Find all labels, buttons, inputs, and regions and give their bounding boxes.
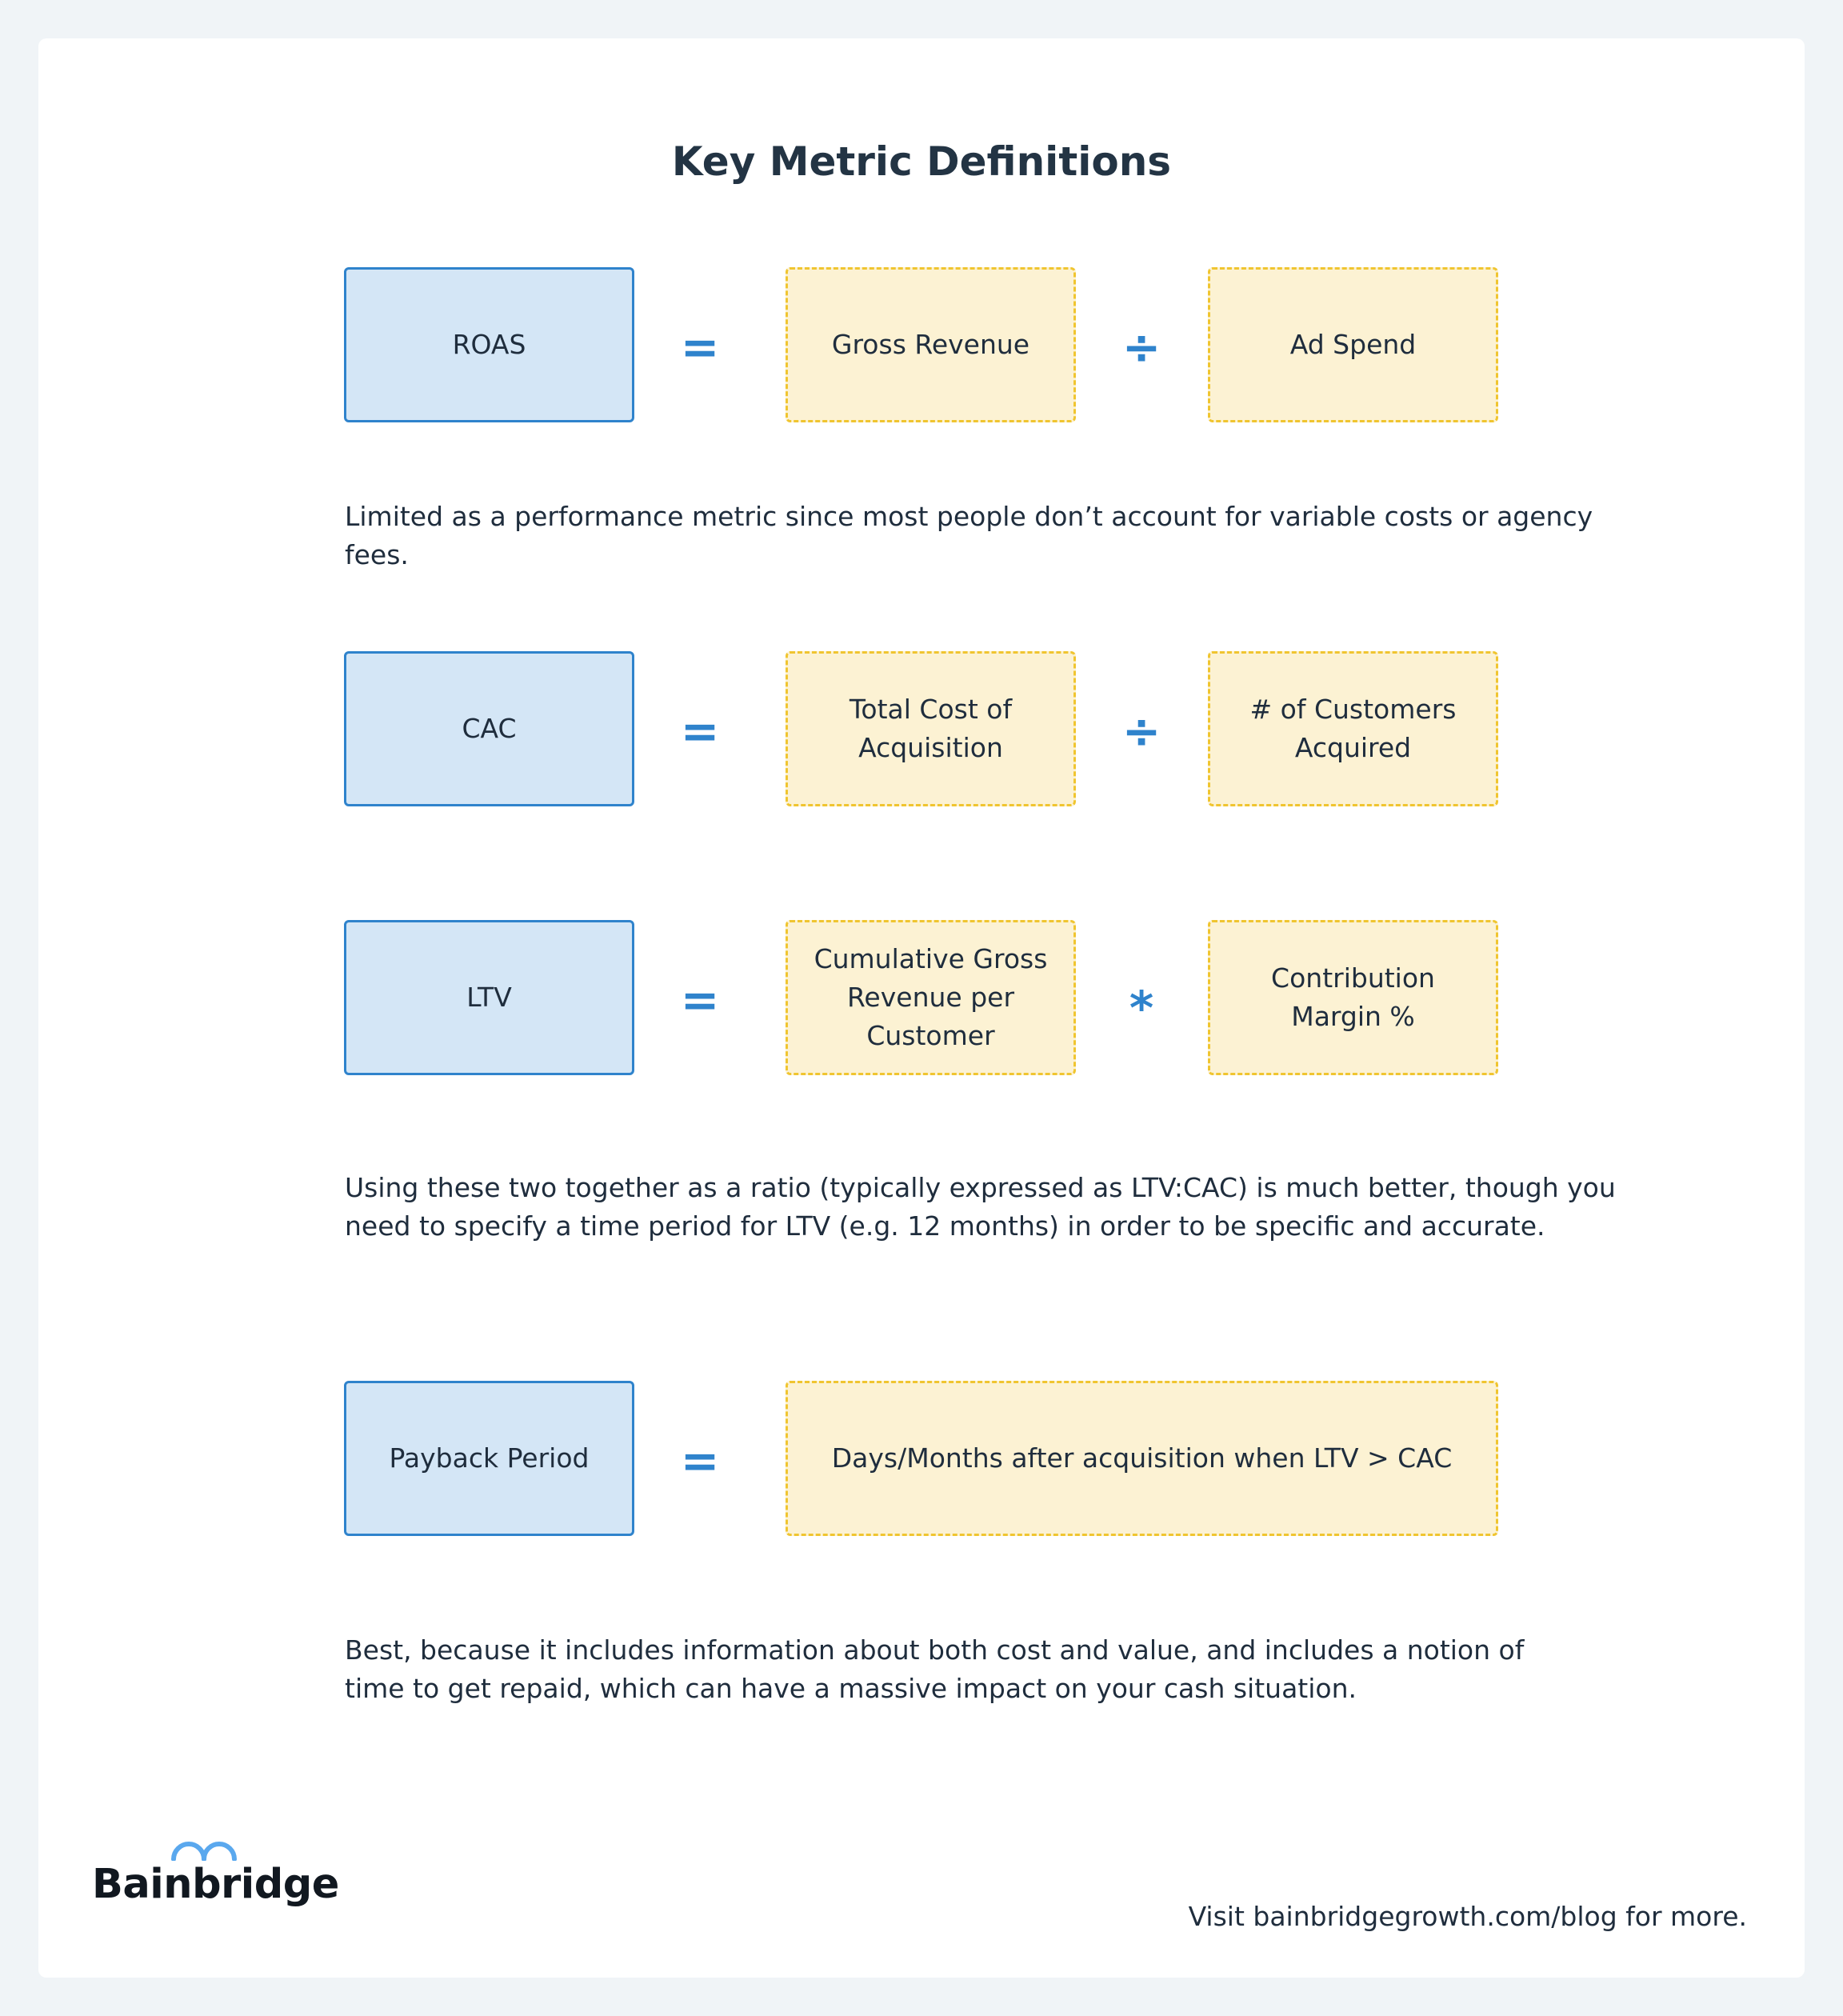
divide-sign-roas: ÷ bbox=[1121, 320, 1161, 374]
metric-box-ltv: LTV bbox=[344, 920, 634, 1075]
bainbridge-logo bbox=[92, 1834, 339, 1918]
note-roas: Limited as a performance metric since most people don’t account for variable costs or agency fees. bbox=[345, 501, 1593, 570]
term-box-cumulative-gross-revenue: Cumulative Gross Revenue per Customer bbox=[786, 920, 1076, 1075]
equals-sign-roas: = bbox=[680, 320, 720, 374]
metric-box-roas: ROAS bbox=[344, 267, 634, 422]
term-box-contribution-margin: Contribution Margin % bbox=[1208, 920, 1498, 1075]
logo-text: Bainbridge bbox=[92, 1861, 339, 1908]
metric-box-payback-period: Payback Period bbox=[344, 1381, 634, 1536]
term-box-days-months: Days/Months after acquisition when LTV > CAC bbox=[786, 1381, 1498, 1536]
term-box-total-cost: Total Cost of Acquisition bbox=[786, 651, 1076, 806]
metric-box-cac: CAC bbox=[344, 651, 634, 806]
page-title: Key Metric Definitions bbox=[671, 138, 1172, 185]
term-box-ad-spend: Ad Spend bbox=[1208, 267, 1498, 422]
footer-link-text: Visit bainbridgegrowth.com/blog for more. bbox=[1188, 1901, 1747, 1932]
term-box-gross-revenue: Gross Revenue bbox=[786, 267, 1076, 422]
infographic-card bbox=[38, 38, 1805, 1978]
term-box-customers-acquired: # of Customers Acquired bbox=[1208, 651, 1498, 806]
equals-sign-cac: = bbox=[680, 704, 720, 758]
equals-sign-ltv: = bbox=[680, 973, 720, 1027]
equals-sign-payback: = bbox=[680, 1434, 720, 1488]
note-payback: Best, because it includes information about both cost and value, and includes a notion of time to get repaid, which can have a massive impact on your cash situation. bbox=[345, 1634, 1525, 1704]
note-ltv-cac: Using these two together as a ratio (typically expressed as LTV:CAC) is much better, though you need to specify a time period for LTV (e.g. 12 months) in order to be specific and accurate. bbox=[345, 1172, 1616, 1242]
divide-sign-cac: ÷ bbox=[1121, 704, 1161, 758]
bridge-arches-icon bbox=[170, 1834, 238, 1861]
multiply-sign-ltv: * bbox=[1129, 981, 1154, 1035]
